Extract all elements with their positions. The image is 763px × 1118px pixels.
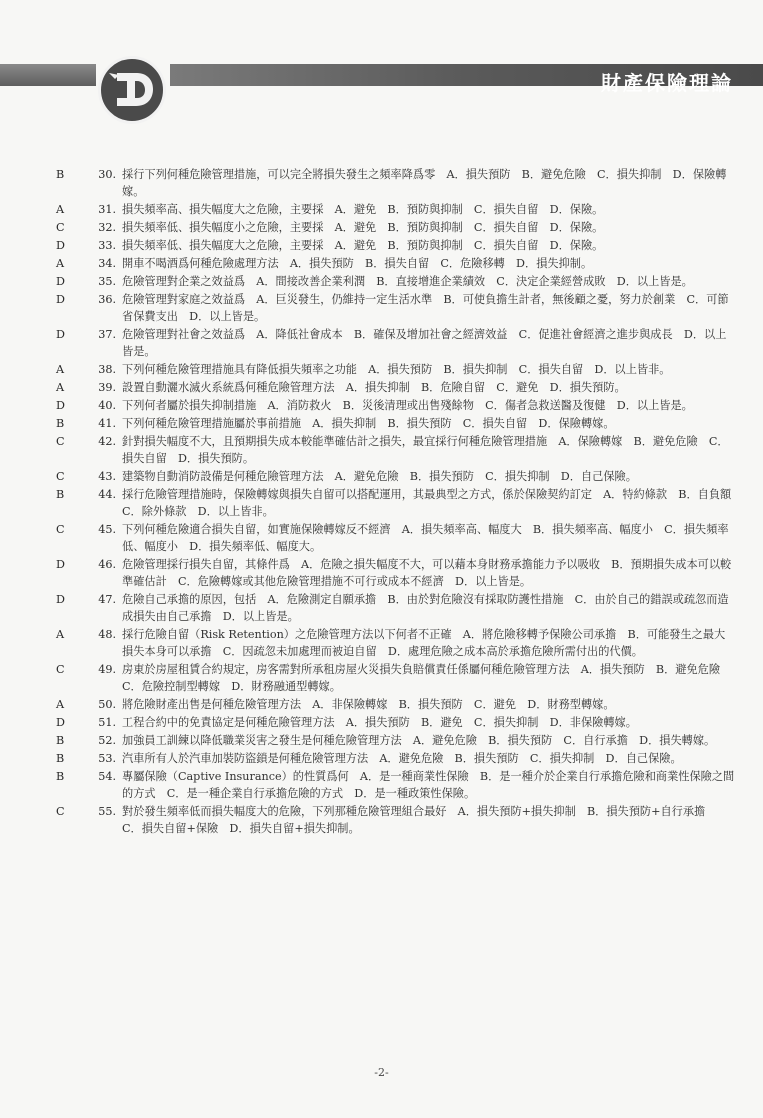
question-item: [56, 468, 736, 485]
question-text: 下列何者屬於損失抑制措施 A．消防救火 B．災後清理或出售殘餘物 C．傷者急救送醫及復健 D．以上皆是。: [122, 399, 693, 412]
question-number: 43.: [98, 470, 116, 483]
question-text: 危險自己承擔的原因，包括 A．危險測定自願承擔 B．由於對危險沒有採取防護性措施 C．由於自己的錯誤或疏忽而造成損失由自己承擔 D．以上皆是。: [122, 593, 729, 623]
question-number: 47.: [98, 593, 116, 606]
question-number: 31.: [98, 203, 116, 216]
question-text: 開車不喝酒爲何種危險處理方法 A．損失預防 B．損失自留 C．危險移轉 D．損失抑制。: [122, 257, 593, 270]
question-number: 36.: [98, 293, 116, 306]
answer-key: D: [56, 328, 65, 341]
answer-key: D: [56, 239, 65, 252]
question-text: 對於發生頻率低而損失幅度大的危險，下列那種危險管理組合最好 A．損失預防+損失抑制 B．損失預防+自行承擔 C．損失自留+保險 D．損失自留+損失抑制。: [122, 805, 717, 835]
question-item: [56, 732, 736, 749]
question-number: 51.: [98, 716, 116, 729]
question-number: 50.: [98, 698, 116, 711]
question-text: 工程合約中的免責協定是何種危險管理方法 A．損失預防 B．避免 C．損失抑制 D．非保險轉嫁。: [122, 716, 637, 729]
question-item: [56, 626, 736, 660]
question-number: 49.: [98, 663, 116, 676]
question-text: 損失頻率低、損失幅度小之危險，主要採 A．避免 B．預防與抑制 C．損失自留 D．保險。: [122, 221, 604, 234]
question-item: [56, 291, 736, 325]
question-number: 53.: [98, 752, 116, 765]
answer-key: A: [56, 363, 65, 376]
header-bar-left: [0, 64, 96, 86]
question-number: 48.: [98, 628, 116, 641]
question-item: [56, 237, 736, 254]
question-text: 採行危險管理措施時，保險轉嫁與損失自留可以搭配運用，其最典型之方式，係於保險契約訂定 A．特約條款 B．自負額 C．除外條款 D．以上皆非。: [122, 488, 743, 518]
question-item: [56, 486, 743, 520]
question-number: 38.: [98, 363, 116, 376]
question-item: [56, 696, 736, 713]
question-number: 33.: [98, 239, 116, 252]
question-text: 下列何種危險適合損失自留，如實施保險轉嫁反不經濟 A．損失頻率高、幅度大 B．損失頻率高、幅度小 C．損失頻率低、幅度小 D．損失頻率低、幅度大。: [122, 523, 729, 553]
question-text: 建築物自動消防設備是何種危險管理方法 A．避免危險 B．損失預防 C．損失抑制 D．自己保險。: [122, 470, 637, 483]
question-text: 危險管理對企業之效益爲 A．間接改善企業利潤 B．直接增進企業績效 C．決定企業經營成敗 D．以上皆是。: [122, 275, 693, 288]
question-item: [56, 273, 736, 290]
answer-key: C: [56, 805, 65, 818]
question-item: [56, 768, 736, 802]
question-text: 危險管理採行損失自留，其條件爲 A．危險之損失幅度不大，可以藉本身財務承擔能力予以吸收 B．預期損失成本可以較準確估計 C．危險轉嫁或其他危險管理措施不可行或成本不經濟 D．以上皆是。: [122, 558, 732, 588]
question-item: [56, 219, 736, 236]
question-text: 下列何種危險管理措施屬於事前措施 A．損失抑制 B．損失預防 C．損失自留 D．保險轉嫁。: [122, 417, 615, 430]
answer-key: B: [56, 752, 65, 765]
question-number: 55.: [98, 805, 116, 818]
question-item: [56, 361, 736, 378]
page-number: -2-: [374, 1066, 389, 1079]
answer-key: C: [56, 663, 65, 676]
question-text: 設置自動灑水滅火系統爲何種危險管理方法 A．損失抑制 B．危險自留 C．避免 D．損失預防。: [122, 381, 626, 394]
question-item: [56, 661, 736, 695]
question-text: 將危險財產出售是何種危險管理方法 A．非保險轉嫁 B．損失預防 C．避免 D．財務型轉嫁。: [122, 698, 615, 711]
question-text: 危險管理對家庭之效益爲 A．巨災發生，仍維持一定生活水準 B．可使負擔生計者，無後顧之憂，努力於創業 C．可節省保費支出 D．以上皆是。: [122, 293, 729, 323]
question-number: 45.: [98, 523, 116, 536]
answer-key: D: [56, 558, 65, 571]
question-number: 35.: [98, 275, 116, 288]
header-bar: [0, 56, 763, 96]
question-text: 採行危險自留（Risk Retention）之危險管理方法以下何者不正確 A．將危險移轉予保險公司承擔 B．可能發生之最大損失本身可以承擔 C．因疏忽未加處理而被迫自留 D．處理危險之成本高於承擔危險所需付出的代價。: [122, 628, 726, 658]
answer-key: B: [56, 734, 65, 747]
question-item: [56, 750, 736, 767]
question-text: 房東於房屋租賃合約規定，房客需對所承租房屋火災損失負賠償責任係屬何種危險管理方法 A．損失預防 B．避免危險 C．危險控制型轉嫁 D．財務融通型轉嫁。: [122, 663, 732, 693]
question-item: [56, 521, 736, 555]
question-item: [56, 433, 736, 467]
header-bar-right: [170, 64, 763, 95]
question-item: [56, 415, 736, 432]
question-text: 加強員工訓練以降低職業災害之發生是何種危險管理方法 A．避免危險 B．損失預防 C．自行承擔 D．損失轉嫁。: [122, 734, 716, 747]
answer-key: D: [56, 716, 65, 729]
answer-key: C: [56, 523, 65, 536]
answer-key: B: [56, 770, 65, 783]
question-item: [56, 166, 736, 200]
answer-key: D: [56, 593, 65, 606]
question-item: [56, 326, 736, 360]
answer-key: B: [56, 168, 65, 181]
answer-key: A: [56, 257, 65, 270]
question-item: [56, 803, 736, 837]
question-number: 54.: [98, 770, 116, 783]
answer-key: C: [56, 221, 65, 234]
question-list: [56, 166, 743, 838]
question-item: [56, 397, 736, 414]
answer-key: A: [56, 628, 65, 641]
answer-key: D: [56, 275, 65, 288]
question-number: 39.: [98, 381, 116, 394]
answer-key: D: [56, 399, 65, 412]
question-item: [56, 556, 736, 590]
question-number: 44.: [98, 488, 116, 501]
question-number: 37.: [98, 328, 116, 341]
question-number: 34.: [98, 257, 116, 270]
question-text: 損失頻率高、損失幅度大之危險，主要採 A．避免 B．預防與抑制 C．損失自留 D．保險。: [122, 203, 604, 216]
question-number: 30.: [98, 168, 116, 181]
question-item: [56, 201, 736, 218]
answer-key: A: [56, 203, 65, 216]
question-text: 損失頻率低、損失幅度大之危險，主要採 A．避免 B．預防與抑制 C．損失自留 D．保險。: [122, 239, 604, 252]
question-text: 下列何種危險管理措施具有降低損失頻率之功能 A．損失預防 B．損失抑制 C．損失自留 D．以上皆非。: [122, 363, 671, 376]
answer-key: A: [56, 698, 65, 711]
question-item: [56, 255, 736, 272]
question-number: 52.: [98, 734, 116, 747]
question-number: 40.: [98, 399, 116, 412]
question-number: 46.: [98, 558, 116, 571]
question-item: [56, 591, 736, 625]
question-text: 危險管理對社會之效益爲 A．降低社會成本 B．確保及增加社會之經濟效益 C．促進社會經濟之進步與成長 D．以上皆是。: [122, 328, 727, 358]
publisher-logo-icon: [98, 56, 166, 124]
question-text: 汽車所有人於汽車加裝防盜鎖是何種危險管理方法 A．避免危險 B．損失預防 C．損失抑制 D．自己保險。: [122, 752, 682, 765]
answer-key: C: [56, 470, 65, 483]
question-number: 42.: [98, 435, 116, 448]
answer-key: B: [56, 488, 65, 501]
answer-key: D: [56, 293, 65, 306]
question-text: 針對損失幅度不大，且預期損失成本較能準確估計之損失，最宜採行何種危險管理措施 A．保險轉嫁 B．避免危險 C．損失自留 D．損失預防。: [122, 435, 729, 465]
question-text: 採行下列何種危險管理措施，可以完全將損失發生之頻率降爲零 A．損失預防 B．避免危險 C．損失抑制 D．保險轉嫁。: [122, 168, 727, 198]
answer-key: A: [56, 381, 65, 394]
question-number: 32.: [98, 221, 116, 234]
answer-key: C: [56, 435, 65, 448]
question-number: 41.: [98, 417, 116, 430]
header-title: 財產保險理論: [601, 71, 733, 95]
question-item: [56, 379, 736, 396]
question-item: [56, 714, 736, 731]
question-text: 專屬保險（Captive Insurance）的性質爲何 A．是一種商業性保險 B．是一種介於企業自行承擔危險和商業性保險之間的方式 C．是一種企業自行承擔危險的方式 D．是一種政策性保險。: [122, 770, 735, 800]
answer-key: B: [56, 417, 65, 430]
